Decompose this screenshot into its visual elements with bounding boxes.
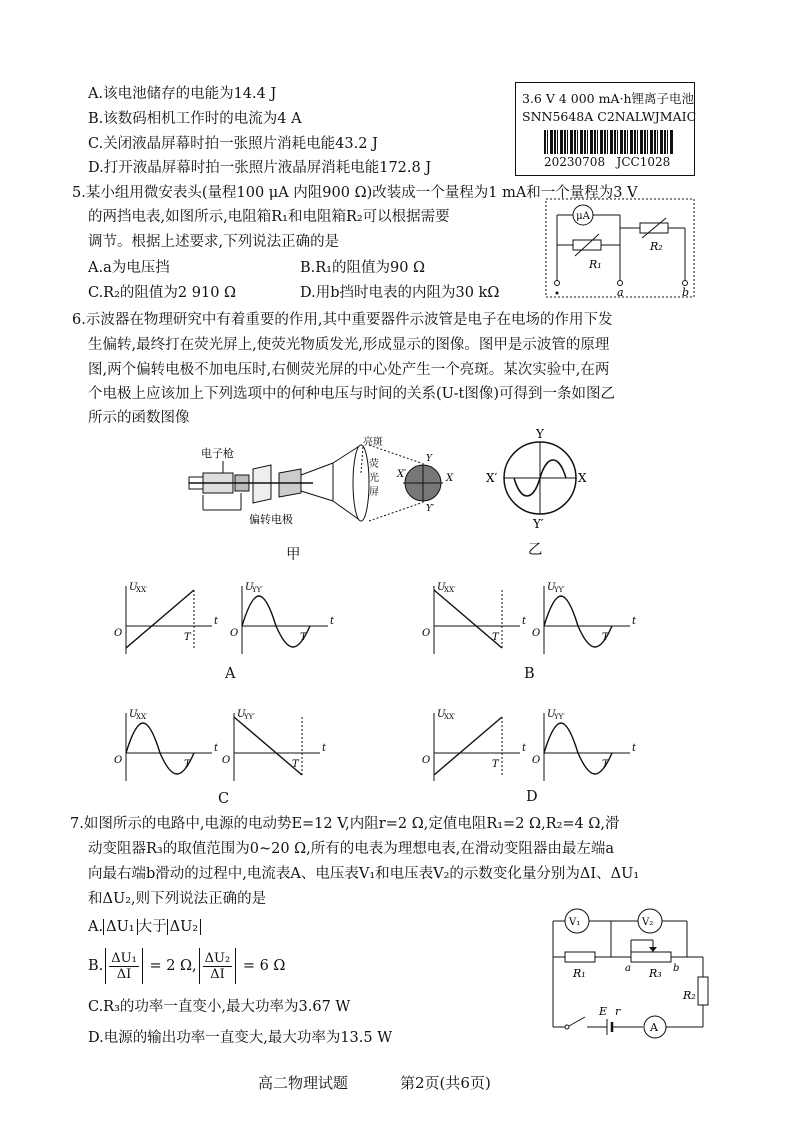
origin-label: O (230, 628, 239, 639)
u-axis-label: U (129, 709, 138, 720)
u-axis-subscript: YY′ (554, 586, 565, 594)
period-label: T (292, 759, 299, 770)
q5-stem-line2: 的两挡电表,如图所示,电阻箱R₁和电阻箱R₂可以根据需要 (88, 209, 450, 225)
u-axis-subscript: XX′ (136, 713, 148, 721)
q7-stem-line4: 和ΔU₂,则下列说法正确的是 (88, 891, 267, 907)
deflection-plates-label: 偏转电极 (249, 513, 293, 526)
period-label: T (602, 759, 609, 770)
u-axis-subscript: XX′ (444, 586, 456, 594)
period-label: T (492, 632, 499, 643)
q7-b-val1: = 2 Ω, (149, 958, 197, 974)
q7-b-den2: ΔI (210, 966, 225, 982)
u-axis-label: U (547, 582, 556, 593)
fig-yi-y-label: Y (536, 427, 544, 441)
q7-option-a-prefix: A. (88, 919, 104, 935)
q5-option-b: B.R₁的阻值为90 Ω (300, 260, 426, 276)
q7-option-a-mid: 大于 (137, 919, 167, 935)
q7-r2-label: R₂ (683, 989, 696, 1002)
u-axis-label: U (437, 582, 446, 593)
q6-option-c-label[interactable]: C (218, 791, 230, 807)
q7-r1-label: R₁ (573, 967, 586, 980)
q7-stem-line3: 向最右端b滑动的过程中,电流表A、电压表V₁和电压表V₂的示数变化量分别为ΔI、ΔU₁ (88, 866, 640, 882)
origin-label: O (114, 755, 123, 766)
q6-stem-line3: 图,两个偏转电极不加电压时,右侧荧光屏的中心处产生一个亮斑。某次实验中,在两 (88, 362, 610, 378)
q7-r3-label: R₃ (649, 967, 662, 980)
t-axis-label: t (522, 743, 527, 754)
q7-circuit-diagram (545, 905, 725, 1035)
footer-page-number: 第2页(共6页) (400, 1074, 491, 1092)
period-label: T (300, 632, 307, 643)
u-axis-subscript: YY′ (244, 713, 255, 721)
terminal-a (618, 281, 623, 286)
v2-label: V₂ (642, 917, 654, 928)
u-axis-subscript: XX′ (444, 713, 456, 721)
u-axis-label: U (437, 709, 446, 720)
footer-subject: 高二物理试题 (258, 1074, 349, 1092)
q7-b-label: b (673, 963, 680, 974)
q5-circuit-diagram (545, 198, 695, 298)
battery-label (515, 82, 695, 176)
y-deflection-plates (253, 465, 271, 503)
u-axis-subscript: XX′ (136, 586, 148, 594)
graph-curve (434, 590, 502, 648)
switch-icon[interactable] (565, 1025, 569, 1029)
r1-label: R₁ (589, 258, 602, 271)
screen-label-3: 屏 (369, 487, 379, 498)
q6-stem-line2: 生偏转,最终打在荧光屏上,使荧光物质发光,形成显示的图像。图甲是示波管的原理 (88, 337, 610, 353)
terminal-a-label: a (617, 286, 624, 299)
q7-option-a-du1: ΔU₁ (103, 919, 138, 935)
bright-spot-label: 亮斑 (363, 437, 383, 448)
option-graph-6 (220, 705, 330, 785)
t-axis-label: t (322, 743, 327, 754)
u-axis-label: U (237, 709, 246, 720)
resistor-r1-icon (565, 952, 595, 962)
q4-option-b: B.该数码相机工作时的电流为4 A (88, 111, 302, 127)
fig-yi-xp-label: X′ (486, 471, 498, 485)
u-axis-label: U (245, 582, 254, 593)
q7-option-a-du2: ΔU₂ (167, 919, 202, 935)
screen-pattern-diagram (486, 427, 590, 531)
t-axis-label: t (214, 616, 219, 627)
battery-line2: SNN5648A C2NALWJMAIC (522, 109, 697, 124)
origin-label: O (222, 755, 231, 766)
option-graph-8 (530, 705, 640, 785)
terminal-common (555, 281, 560, 286)
terminal-b-label: b (682, 286, 690, 299)
u-axis-label: U (129, 582, 138, 593)
q6-stem-line1: 6.示波器在物理研究中有着重要的作用,其中重要器件示波管是电子在电场的作用下发 (72, 312, 613, 328)
q7-option-b-prefix: B. (88, 958, 104, 974)
battery-line1: 3.6 V 4 000 mA·h锂离子电池 (522, 91, 695, 106)
u-axis-subscript: YY′ (554, 713, 565, 721)
origin-label: O (532, 755, 541, 766)
q7-b-den1: ΔI (116, 966, 132, 982)
q5-option-d: D.用b挡时电表的内阻为30 kΩ (300, 285, 500, 301)
q7-stem-line1: 7.如图所示的电路中,电源的电动势E=12 V,内阻r=2 Ω,定值电阻R₁=2 Ω,R₂=4 Ω,滑 (70, 816, 620, 832)
t-axis-label: t (330, 616, 335, 627)
q4-option-a: A.该电池储存的电能为14.4 J (88, 86, 277, 102)
screen-yp-label: Y′ (426, 504, 434, 514)
q7-e-label: E (599, 1005, 608, 1018)
q5-stem-line1: 5.某小组用微安表头(量程100 μA 内阻900 Ω)改装成一个量程为1 mA和一个量程为3 V (72, 185, 638, 201)
t-axis-label: t (522, 616, 527, 627)
q7-option-c: C.R₃的功率一直变小,最大功率为3.67 W (88, 999, 351, 1015)
option-graph-5 (112, 705, 222, 785)
u-axis-subscript: YY′ (252, 586, 263, 594)
option-graph-1 (112, 578, 222, 658)
q7-a-label: a (625, 963, 631, 974)
rheostat-r3-icon (631, 952, 671, 962)
q6-option-d-label[interactable]: D (526, 789, 538, 805)
battery-line3: 20230708 JCC1028 (544, 155, 671, 169)
screen-label-1: 荧 (369, 459, 379, 470)
fluorescent-screen (353, 445, 369, 521)
option-graph-4 (530, 578, 640, 658)
origin-label: O (422, 628, 431, 639)
origin-label: O (114, 628, 123, 639)
resistor-r2-icon (698, 977, 708, 1005)
origin-label: O (422, 755, 431, 766)
screen-x-label: X (446, 473, 454, 484)
fig-yi-yp-label: Y′ (533, 517, 544, 531)
q7-option-a (88, 917, 201, 937)
r2-label: R₂ (650, 240, 663, 253)
q7-r-label: r (615, 1005, 621, 1018)
t-axis-label: t (632, 743, 637, 754)
u-axis-label: U (547, 709, 556, 720)
option-graph-3 (420, 578, 530, 658)
q7-b-val2: = 6 Ω (242, 958, 286, 974)
fig-yi-x-label: X (578, 471, 587, 485)
period-label: T (492, 759, 499, 770)
q7-b-num2: ΔU₂ (204, 950, 231, 966)
q6-option-a-label[interactable]: A (225, 666, 236, 682)
ammeter-label: A (650, 1021, 658, 1034)
q5-option-a: A.a为电压挡 (88, 260, 170, 276)
period-label: T (184, 759, 191, 770)
q6-option-b-label[interactable]: B (524, 666, 535, 682)
period-label: T (184, 632, 191, 643)
q7-stem-line2: 动变阻器R₃的取值范围为0~20 Ω,所有的电表为理想电表,在滑动变阻器由最左端a (88, 841, 615, 857)
q7-option-d: D.电源的输出功率一直变大,最大功率为13.5 W (88, 1030, 393, 1046)
screen-y-label: Y (426, 454, 432, 464)
terminal-b (683, 281, 688, 286)
origin-label: O (532, 628, 541, 639)
q7-option-b (88, 948, 285, 984)
q6-stem-line5: 所示的函数图像 (88, 410, 190, 426)
q5-stem-line3: 调节。根据上述要求,下列说法正确的是 (88, 234, 340, 250)
t-axis-label: t (632, 616, 637, 627)
screen-label-2: 光 (369, 473, 379, 484)
figure-jia-caption: 甲 (286, 547, 301, 563)
q4-option-c: C.关闭液晶屏幕时拍一张照片消耗电能43.2 J (88, 136, 378, 152)
q7-b-num1: ΔU₁ (111, 950, 137, 966)
q5-option-c: C.R₂的阻值为2 910 Ω (88, 285, 237, 301)
q4-option-d: D.打开液晶屏幕时拍一张照片液晶屏消耗电能172.8 J (88, 160, 432, 176)
oscilloscope-tube-diagram (183, 435, 473, 545)
microammeter-label: μA (576, 211, 590, 222)
electron-gun-label: 电子枪 (201, 447, 234, 460)
q6-stem-line4: 个电极上应该加上下列选项中的何种电压与时间的关系(U-t图像)可得到一条如图乙 (88, 386, 616, 402)
option-graph-2 (228, 578, 338, 658)
option-graph-7 (420, 705, 530, 785)
period-label: T (602, 632, 609, 643)
t-axis-label: t (214, 743, 219, 754)
figure-yi-caption: 乙 (528, 542, 543, 558)
v1-label: V₁ (569, 917, 581, 928)
barcode (544, 130, 674, 154)
screen-xp-label: X′ (397, 469, 407, 480)
graph-curve (234, 717, 302, 775)
